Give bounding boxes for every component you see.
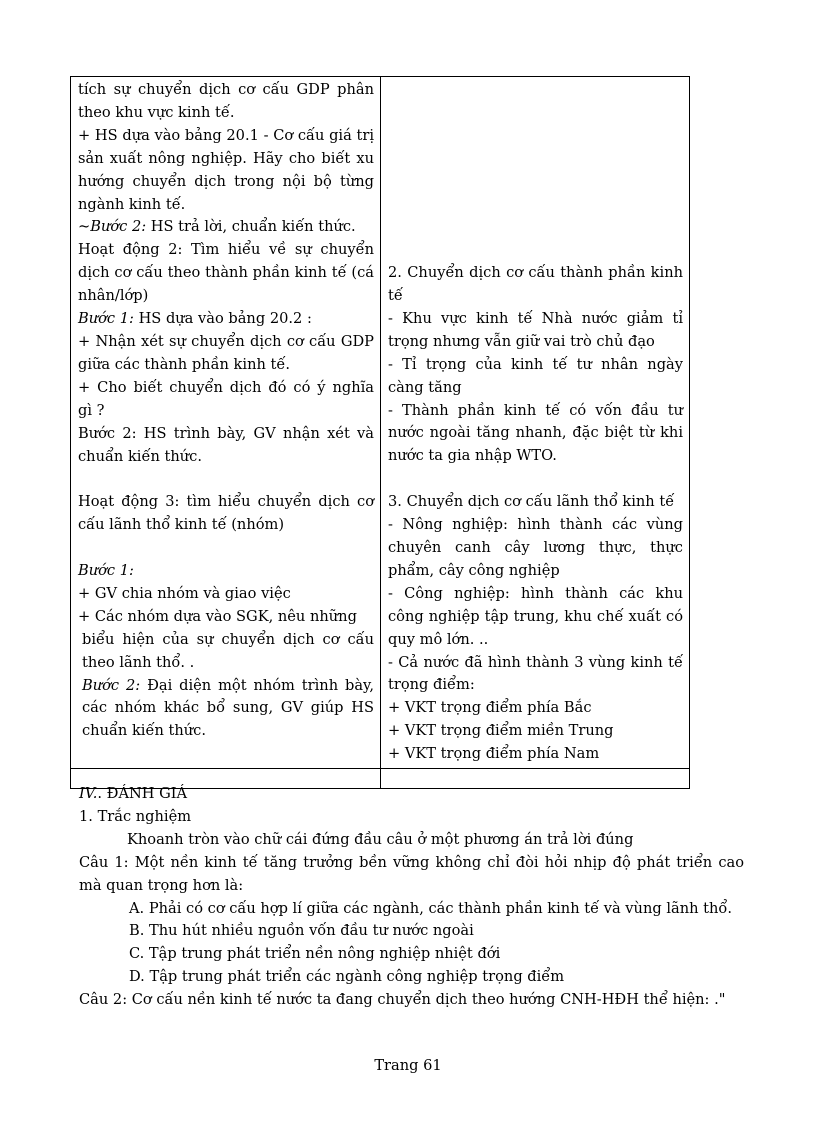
instruction-text: Khoanh tròn vào chữ cái đứng đầu câu ở một phương án trả lời đúng — [127, 830, 634, 848]
blank-line — [388, 171, 683, 194]
paragraph: Bước 2: HS trình bày, GV nhận xét và chuẩn kiến thức. — [78, 424, 374, 465]
paragraph: + VKT trọng điểm phía Bắc — [388, 699, 592, 717]
section-title: . ĐÁNH GIÁ — [97, 785, 188, 802]
paragraph: - Nông nghiệp: hình thành các vùng chuyên canh cây lương thực, thực phẩm, cây công nghiệp — [388, 516, 683, 579]
blank-line — [388, 468, 683, 491]
paragraph: + VKT trọng điểm miền Trung — [388, 722, 614, 740]
paragraph: 3. Chuyển dịch cơ cấu lãnh thổ kinh tế — [388, 493, 675, 511]
option-d: D. Tập trung phát triển các ngành công nghiệp trọng điểm — [129, 968, 565, 986]
paragraph: Bước 1: — [78, 562, 134, 579]
paragraph: - Công nghiệp: hình thành các khu công nghiệp tập trung, khu chế xuất có quy mô lớn. .. — [388, 584, 683, 648]
paragraph: biểu hiện của sự chuyển dịch cơ cấu theo lãnh thổ. . — [82, 630, 374, 671]
blank-line — [78, 468, 374, 491]
paragraph: + HS dựa vào bảng 20.1 - Cơ cấu giá trị sản xuất nông nghiệp. Hãy cho biết xu hướng chuyển dịch trong nội bộ từng ngành kinh tế. — [78, 126, 374, 213]
paragraph: + VKT trọng điểm phía Nam — [388, 745, 600, 763]
paragraph: + GV chia nhóm và giao việc — [78, 584, 291, 602]
blank-line — [388, 216, 683, 239]
blank-line — [388, 148, 683, 171]
paragraph: - Thành phần kinh tế có vốn đầu tư nước ngoài tăng nhanh, đặc biệt từ khi nước ta gia nhập WTO. — [388, 401, 683, 465]
paragraph: - Tỉ trọng của kinh tế tư nhân ngày càng tăng — [388, 355, 683, 396]
paragraph: - Khu vực kinh tế Nhà nước giảm tỉ trọng nhưng vẫn giữ vai trò chủ đạo — [388, 309, 683, 350]
table-row — [71, 77, 690, 769]
paragraph: tích sự chuyển dịch cơ cấu GDP phân theo khu vực kinh tế. — [78, 81, 374, 121]
lesson-table — [70, 76, 690, 789]
page-number: Trang 61 — [374, 1057, 442, 1074]
paragraph: + Nhận xét sự chuyển dịch cơ cấu GDP giữa các thành phần kinh tế. — [78, 332, 374, 373]
paragraph: 2. Chuyển dịch cơ cấu thành phần kinh tế — [388, 264, 683, 305]
blank-line — [388, 239, 683, 262]
step-text: HS trả lời, chuẩn kiến thức. — [146, 218, 356, 236]
paragraph — [78, 308, 374, 331]
blank-line — [388, 193, 683, 216]
section-number: IV. — [79, 785, 98, 802]
paragraph — [78, 675, 374, 744]
paragraph — [78, 216, 374, 239]
blank-line — [388, 102, 683, 125]
option-c: C. Tập trung phát triển nền nông nghiệp nhiệt đới — [129, 945, 501, 963]
option-b: B. Thu hút nhiều nguồn vốn đầu tư nước ngoài — [129, 922, 474, 940]
blank-line — [78, 537, 374, 560]
paragraph: - Cả nước đã hình thành 3 vùng kinh tế trọng điểm: — [388, 653, 683, 694]
content-cell — [381, 77, 690, 769]
activities-cell — [71, 77, 381, 769]
step-label: ~Bước 2: — [78, 218, 147, 236]
blank-line — [388, 125, 683, 148]
blank-line — [388, 79, 683, 102]
assessment-section — [79, 783, 744, 1012]
paragraph: + Các nhóm dựa vào SGK, nêu những — [78, 607, 357, 625]
step-text: HS dựa vào bảng 20.2 : — [133, 310, 312, 328]
subsection-title: 1. Trắc nghiệm — [79, 807, 192, 825]
section-heading — [79, 783, 744, 806]
paragraph: + Cho biết chuyển dịch đó có ý nghĩa gì ? — [78, 378, 374, 419]
step-label: Bước 2: — [82, 676, 141, 694]
step-label: Bước 1: — [78, 310, 134, 328]
paragraph: Hoạt động 2: Tìm hiểu về sự chuyển dịch cơ cấu theo thành phần kinh tế (cá nhân/lớp) — [78, 241, 374, 305]
option-a: A. Phải có cơ cấu hợp lí giữa các ngành, các thành phần kinh tế và vùng lãnh thổ. — [129, 899, 732, 917]
question-1: Câu 1: Một nền kinh tế tăng trưởng bền vững không chỉ đòi hỏi nhịp độ phát triển cao mà quan trọng hơn là: — [79, 853, 744, 894]
step-text: Đại diện một nhóm trình bày, các nhóm khác bổ sung, GV giúp HS chuẩn kiến thức. — [82, 676, 374, 740]
paragraph: Hoạt động 3: tìm hiểu chuyển dịch cơ cấu lãnh thổ kinh tế (nhóm) — [78, 493, 374, 534]
question-2: Câu 2: Cơ cấu nền kinh tế nước ta đang chuyển dịch theo hướng CNH-HĐH thể hiện: ." — [79, 991, 726, 1009]
